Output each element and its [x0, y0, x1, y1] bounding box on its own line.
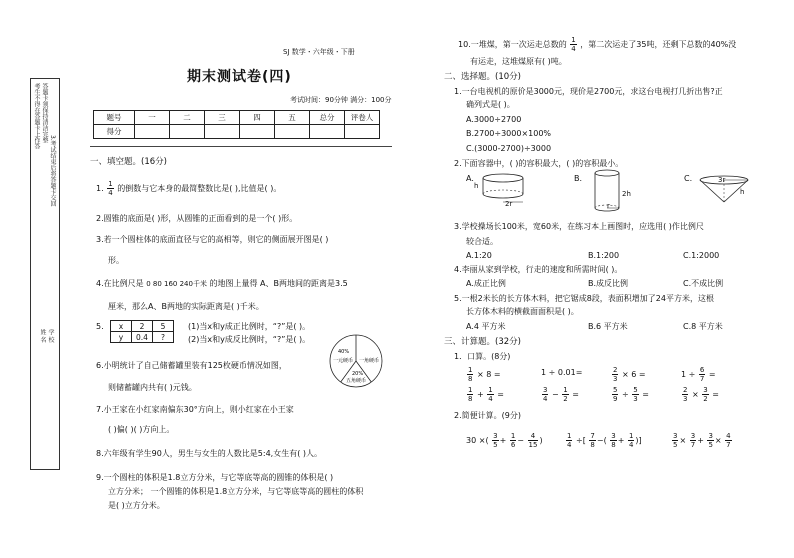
question-1-10a [458, 36, 736, 53]
denominator: 4 [571, 45, 576, 53]
option-2-4b: B.成反比例 [588, 279, 629, 288]
numerator: 1 [571, 36, 576, 44]
score-header-cell: 评卷人 [345, 111, 380, 125]
expr-6: $\frac{3}{4}$ − $\frac{1}{2}$ = [543, 386, 579, 403]
score-table-score-row [94, 125, 380, 139]
score-header-cell: 二 [170, 111, 205, 125]
option-2-1b: B.2700÷3000×100% [466, 129, 552, 138]
option-2-5a: A.4 平方米 [466, 322, 506, 331]
score-cell[interactable] [275, 125, 310, 139]
dim-label: r [607, 202, 610, 210]
xy-cell: ? [153, 332, 174, 343]
dim-label: h [474, 182, 479, 190]
container-label-c: C. [684, 174, 693, 183]
gutter-school-label: 学 校 [47, 329, 54, 343]
question-2-2: 2.下面容器中，( )的容积最大，( )的容积最小。 [454, 159, 624, 168]
section1-heading: 一、填空题。(16分) [90, 157, 167, 167]
subsection-3-2: 2.简便计算。(9分) [454, 411, 521, 420]
dim-label: h [740, 188, 745, 196]
pie-pct-1: 40% [338, 349, 350, 355]
question-1-6a: 6.小明统计了自己储蓄罐里装有125枚硬币情况如图， [96, 361, 287, 370]
question-2-4: 4.李丽从家到学校，行走的速度和所需时间( )。 [454, 265, 623, 274]
fraction: $\frac{5}{3}$ [633, 386, 638, 403]
xy-cell: 0.4 [132, 332, 153, 343]
question-1-1 [96, 180, 281, 197]
q5-label: 5. [96, 322, 104, 331]
fraction: $\frac{6}{7}$ [699, 366, 705, 383]
q-text: 10.一堆煤，第一次运走总数的 [458, 40, 567, 49]
score-row-label: 得分 [94, 125, 135, 139]
header-divider [90, 146, 392, 147]
question-1-4c: 厘米，那么A、B两地的实际距离是( )千米。 [108, 302, 264, 311]
q-text: 4.在比例尺是 [96, 279, 144, 288]
expr-2: 1 ÷ 0.01= [541, 368, 583, 377]
question-1-3a: 3.若一个圆柱体的底面直径与它的高相等，则它的侧面展开图是( ) [96, 235, 329, 244]
xy-cell: y [111, 332, 132, 343]
option-2-3c: C.1:2000 [683, 251, 720, 260]
option-2-5c: C.8 平方米 [683, 322, 723, 331]
question-1-9c: 是( )立方分米。 [108, 501, 165, 510]
fraction: $\frac{2}{3}$ [613, 366, 618, 383]
section3-heading: 三、计算题。(32分) [444, 337, 521, 347]
question-text: 的倒数与它本身的最简整数比是( ),比值是( )。 [117, 184, 282, 193]
xy-cell: x [111, 321, 132, 332]
expr-7: $\frac{5}{9}$ ÷ $\frac{5}{3}$ = [613, 386, 649, 403]
option-2-4a: A.成正比例 [466, 279, 506, 288]
question-2-1b: 确列式是( )。 [466, 100, 515, 109]
map-scale: 0 80 160 240千米 [146, 280, 207, 288]
score-cell[interactable] [310, 125, 345, 139]
question-2-5b: 长方体木料的横截面面积是( )。 [466, 307, 579, 316]
question-1-4 [96, 279, 348, 289]
numerator: 1 [108, 180, 113, 188]
fraction: $\frac{3}{4}$ [543, 386, 548, 403]
subsection-3-1: 1．口算。(8分) [454, 352, 511, 361]
question-1-3b: 形。 [108, 256, 124, 265]
fraction: $\frac{1}{2}$ [563, 386, 568, 403]
score-header-cell: 三 [205, 111, 240, 125]
expr-1: $\frac{1}{8}$ × 8 = [468, 366, 501, 383]
question-1-7b: ( )偏( )( )方向上。 [108, 425, 175, 434]
fraction: $\frac{5}{9}$ [613, 386, 618, 403]
exam-meta: 考试时间：90分钟 满分：100分 [290, 96, 392, 104]
score-table [93, 110, 380, 139]
simplify-expr-3: $\frac{3}{5}$ × $\frac{3}{7}$ + $\frac{3}{5}$ × $\frac{4}{7}$ [673, 432, 731, 449]
option-2-1a: A.3000÷2700 [466, 115, 522, 124]
question-2-3b: 较合适。 [466, 237, 498, 246]
option-2-5b: B.6 平方米 [588, 322, 628, 331]
dim-label: 2r [505, 200, 513, 208]
denominator: 4 [108, 189, 113, 197]
dim-label: 2h [622, 190, 631, 198]
page-title: 期末测试卷(四) [187, 69, 292, 85]
xy-cell: 2 [132, 321, 153, 332]
option-2-3b: B.1:200 [588, 251, 620, 260]
gutter-note-2: 答题卡须保持清洁完整 [41, 83, 48, 143]
fraction: $\frac{1}{8}$ [468, 366, 473, 383]
expr-5: $\frac{1}{8}$ + $\frac{1}{4}$ = [468, 386, 504, 403]
question-2-1a: 1.一台电视机的原价是3000元，现价是2700元，求这台电视打几折出售?正 [454, 87, 723, 96]
gutter-name-label: 姓 名 [39, 329, 46, 343]
container-a-cylinder-figure [478, 172, 528, 206]
dim-label: 3r [718, 176, 726, 184]
expr-4: 1 ÷ $\frac{6}{7}$ = [681, 366, 716, 383]
fraction: $\frac{3}{2}$ [703, 386, 708, 403]
fraction: $\frac{1}{4}$ [488, 386, 493, 403]
expr-3: $\frac{2}{3}$ × 6 = [613, 366, 646, 383]
question-1-5b: (2)当x和y成反比例时，“?”是( )。 [188, 335, 311, 344]
xy-cell: 5 [153, 321, 174, 332]
question-1-9a: 9.一个圆柱的体积是1.8立方分米，与它等底等高的圆锥的体积是( ) [96, 473, 334, 482]
pie-label-3: 五角硬币 [346, 378, 367, 384]
q-number: 1. [96, 184, 104, 193]
score-header-cell: 一 [135, 111, 170, 125]
question-1-7a: 7.小王家在小红家南偏东30°方向上，则小红家在小王家 [96, 405, 294, 414]
score-cell[interactable] [135, 125, 170, 139]
question-1-2: 2.圆锥的底面是( )形，从圆锥的正面看到的是一个( )形。 [96, 214, 298, 223]
container-label-a: A. [466, 174, 474, 183]
container-label-b: B. [574, 174, 583, 183]
series-label: SJ 数学・六年级・下册 [283, 48, 355, 56]
fraction: $\frac{1}{8}$ [468, 386, 473, 403]
fraction [107, 180, 113, 197]
pie-pct-3: 20% [352, 371, 364, 377]
score-header-cell: 总分 [310, 111, 345, 125]
q-text: 的地图上量得 A、B两地间的距离是3.5 [209, 279, 348, 288]
option-2-4c: C.不成比例 [683, 279, 724, 288]
option-2-1c: C.(3000-2700)÷3000 [466, 144, 552, 153]
pie-label-1: 一元硬币 [333, 358, 354, 364]
binding-gutter [30, 78, 60, 470]
question-2-5a: 5.一根2米长的长方体木料，把它锯成8段，表面积增加了24平方米，这根 [454, 294, 714, 303]
question-1-9b: 立方分米； 一个圆锥的体积是1.8立方分米，与它等底等高的圆柱的体积 [108, 487, 364, 496]
gutter-note-1: 考生不得在答题卡上作答 [33, 83, 40, 149]
expr-8: $\frac{2}{3}$ × $\frac{3}{2}$ = [683, 386, 719, 403]
gutter-note-3: 3.考试结束后将答题卡交回 [49, 135, 56, 207]
pie-label-2: 一角硬币 [359, 358, 380, 364]
fraction [570, 36, 576, 53]
score-table-header-row [94, 111, 380, 125]
option-2-3a: A.1:20 [466, 251, 492, 260]
question-1-5a: (1)当x和y成正比例时，“?”是( )。 [188, 322, 311, 331]
section2-heading: 二、选择题。(10分) [444, 72, 521, 82]
simplify-expr-2: $\frac{1}{4}$ ÷[ $\frac{7}{8}$ −( $\frac{3}{8}$ + $\frac{1}{4}$ )] [567, 432, 642, 449]
score-header-cell: 五 [275, 111, 310, 125]
score-cell[interactable] [205, 125, 240, 139]
q-text: ，第二次运走了35吨，还剩下总数的40%没 [580, 40, 737, 49]
score-cell[interactable] [345, 125, 380, 139]
coin-pie-chart [328, 333, 384, 389]
question-1-8: 8.六年级有学生90人，男生与女生的人数比是5:4,女生有( )人。 [96, 449, 323, 458]
question-2-3a: 3.学校操场长100米，宽60米，在练习本上画图时，应选用( )作比例尺 [454, 222, 704, 231]
question-1-6b: 则储蓄罐内共有( )元钱。 [108, 383, 197, 392]
score-cell[interactable] [240, 125, 275, 139]
score-header-cell: 四 [240, 111, 275, 125]
question-1-10c: 有运走，这堆煤原有( )吨。 [470, 57, 567, 66]
score-cell[interactable] [170, 125, 205, 139]
score-header-cell: 题号 [94, 111, 135, 125]
xy-table [110, 320, 174, 343]
fraction: $\frac{2}{3}$ [683, 386, 688, 403]
simplify-expr-1: 30 ×( $\frac{3}{5}$ + $\frac{1}{6}$ − $\frac{4}{15}$ ) [466, 432, 543, 449]
